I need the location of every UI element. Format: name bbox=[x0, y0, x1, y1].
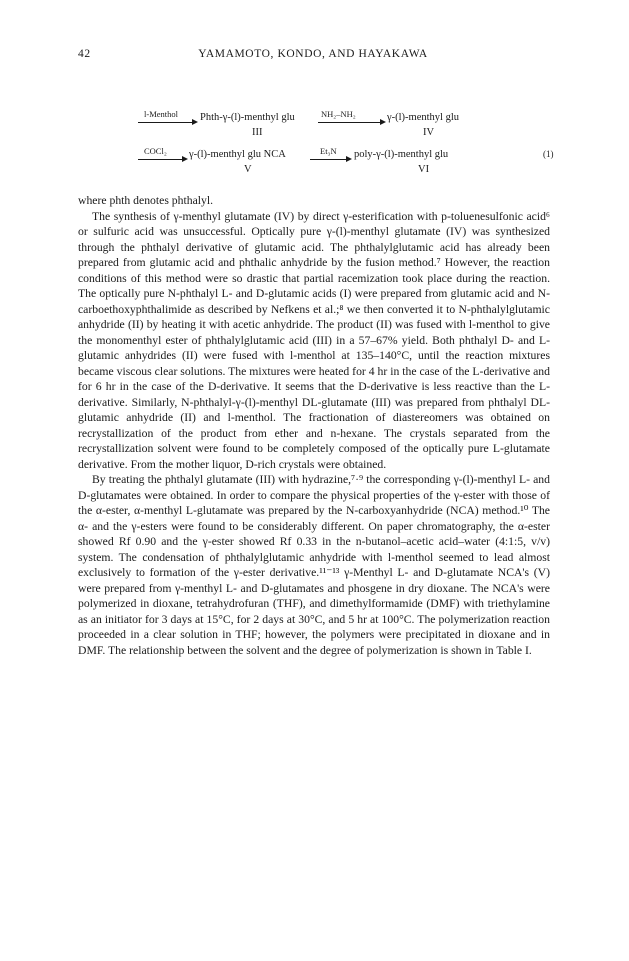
reagent-l-menthol: l-Menthol bbox=[144, 109, 178, 119]
compound-iii: Phth-γ-(l)-menthyl glu bbox=[200, 112, 295, 123]
arrow-4 bbox=[310, 159, 348, 160]
compound-vi: poly-γ-(l)-menthyl glu bbox=[354, 149, 449, 160]
reagent-phosgene: COCl₂ bbox=[144, 146, 167, 156]
equation-number: (1) bbox=[543, 149, 554, 159]
arrow-3 bbox=[138, 159, 184, 160]
arrow-4-head bbox=[346, 156, 352, 162]
arrow-2 bbox=[318, 122, 382, 123]
reagent-hydrazine: NH₂–NH₂ bbox=[321, 109, 356, 119]
compound-iv: γ-(l)-menthyl glu bbox=[387, 112, 459, 123]
label-v: V bbox=[244, 164, 252, 175]
reaction-scheme bbox=[78, 0, 554, 175]
paragraph-phthalyl-definition: where phth denotes phthalyl. bbox=[78, 194, 214, 207]
label-vi: VI bbox=[418, 164, 430, 175]
label-iii: III bbox=[252, 127, 263, 138]
arrow-3-head bbox=[182, 156, 188, 162]
arrow-1 bbox=[138, 122, 194, 123]
page-number: 42 bbox=[78, 48, 91, 60]
paragraph-hydrazine-treatment: By treating the phthalyl glutamate (III) with hydrazine,⁷·⁹ the corresponding γ-(l)-menthyl L- and D-glutamates were obtained. In order to compare the physical properties of the γ-ester with those of the α-ester, α-menthyl L-glutamate was prepared by the N-carboxyanhydride (NCA) method.¹⁰ The α- and the γ-esters were found to be considerably different. On paper chromatography, the α-ester showed Rf 0.90 and the γ-ester showed Rf 0.33 in the n-butanol–acetic acid–water (4:1:5, v/v) system. The condensation of phthalylglutamic anhydride with l-menthol seemed to lead almost exclusively to formation of the γ-ester derivative.¹¹⁻¹³ γ-Menthyl L- and D-glutamate NCA's (V) were prepared from γ-menthyl L- and D-glutamates and phosgene in dry dioxane. The NCA's were polymerized in dioxane, tetrahydrofuran (THF), and dimethylformamide (DMF) with triethylamine as an initiator for 3 days at 15°C, for 2 days at 30°C, and 5 hr at 100°C. The polymerization reaction proceeded in a clear solution in THF; however, the polymers were precipitated in dioxane and in DMF. The relationship between the solvent and the degree of polymerization is shown in Table I. bbox=[78, 473, 550, 657]
arrow-2-head bbox=[380, 119, 386, 125]
running-title: YAMAMOTO, KONDO, AND HAYAKAWA bbox=[198, 48, 428, 60]
label-iv: IV bbox=[423, 127, 435, 138]
paragraph-synthesis: The synthesis of γ-menthyl glutamate (IV) by direct γ-esterification with p-toluenesulfonic acid⁶ or sulfuric acid was unsuccessful. Optically pure γ-(l)-menthyl glutamate (IV) was synthesized through the phthalyl derivative of glutamic acid. The phthalylglutamic acid has already been prepared from glutamic acid and phthalic anhydride by the fusion method.⁷ However, the reaction conditions of this method were so drastic that partial racemization took place during the reaction. The optically pure N-phthalyl L- and D-glutamic acids (I) were prepared from glutamic acid and N-carboethoxyphthalimide as described by Nefkens et al.;⁸ we then converted it to N-phthalylglutamic anhydride (II) by heating it with acetic anhydride. The product (II) was fused with l-menthol to give the monomenthyl ester of phthalylglutamic acid (III) in a 57–67% yield. Both phthalyl D- and L-glutamic anhydrides (II) were fused with l-menthol at 135–140°C, until the reaction mixtures became viscous clear solutions. The mixtures were heated for 4 hr in the case of the L-derivative and for 6 hr in the case of the D-derivative. It seems that the D-derivative is less reactive than the L-derivative. Similarly, N-phthalyl-γ-(l)-menthyl DL-glutamate (III) was prepared from phthalyl DL-glutamic anhydride (II) and l-menthol. The fractionation of diastereomers was obtained on recrystallization of the product from ether and n-hexane. The crystals separated from the recrystallization solvent were found to be completely composed of the optically pure L-glutamate derivative. From the mother liquor, D-rich crystals were obtained. bbox=[78, 209, 550, 471]
compound-v: γ-(l)-menthyl glu NCA bbox=[189, 149, 286, 160]
reagent-triethylamine: Et₃N bbox=[320, 146, 337, 156]
arrow-1-head bbox=[192, 119, 198, 125]
body-text bbox=[78, 193, 550, 658]
